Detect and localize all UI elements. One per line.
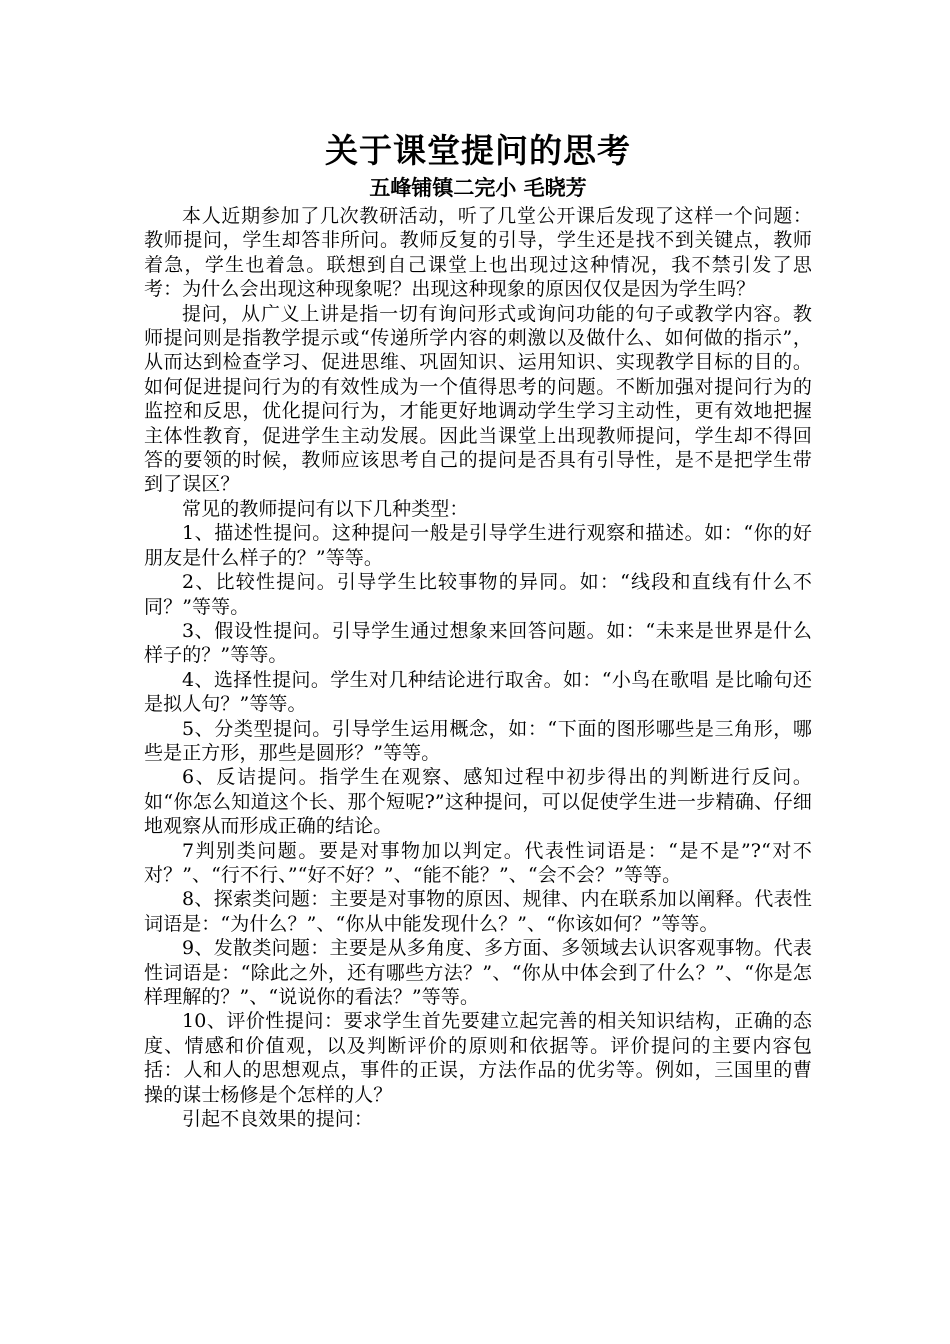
- paragraph-type-4: 4、选择性提问。学生对几种结论进行取舍。如：“小鸟在歌唱 是比喻句还是拟人句？”等等。: [144, 668, 812, 716]
- paragraph-type-3: 3、假设性提问。引导学生通过想象来回答问题。如：“未来是世界是什么样子的？”等等。: [144, 619, 812, 667]
- paragraph-type-7: 7判别类问题。要是对事物加以判定。代表性词语是：“是不是”?“对不对？”、“行不行、”“好不好？”、“能不能？”、“会不会？”等等。: [144, 839, 812, 886]
- paragraph-type-8: 8、探索类问题：主要是对事物的原因、规律、内在联系加以阐释。代表性词语是：“为什么？”、“你从中能发现什么？”、“你该如何？”等等。: [144, 888, 812, 935]
- paragraph-type-1: 1、描述性提问。这种提问一般是引导学生进行观察和描述。如：“你的好朋友是什么样子的？”等等。: [144, 522, 812, 569]
- document-title: 关于课堂提问的思考: [325, 131, 631, 170]
- document-body: [144, 204, 812, 1131]
- paragraph-type-6: 6、反诘提问。指学生在观察、感知过程中初步得出的判断进行反问。如“你怎么知道这个长、那个短呢?”这种提问，可以促使学生进一步精确、仔细地观察从而形成正确的结论。: [144, 766, 812, 838]
- paragraph-type-5: 5、分类型提问。引导学生运用概念，如：“下面的图形哪些是三角形，哪些是正方形，那些是圆形？”等等。: [144, 717, 812, 764]
- paragraph-intro: 本人近期参加了几次教研活动，听了几堂公开课后发现了这样一个问题：教师提问，学生却答非所问。教师反复的引导，学生还是找不到关键点，教师着急，学生也着急。联想到自己课堂上也出现过这种情况，我不禁引发了思考：为什么会出现这种现象呢？出现这种现象的原因仅仅是因为学生吗？: [144, 205, 812, 301]
- paragraph-type-9: 9、发散类问题：主要是从多角度、多方面、多领域去认识客观事物。代表性词语是：“除此之外，还有哪些方法？”、“你从中体会到了什么？”、“你是怎样理解的？”、“说说你的看法？”等等。: [144, 937, 812, 1008]
- paragraph-definition: 提问，从广义上讲是指一切有询问形式或询问功能的句子或教学内容。教师提问则是指教学提示或“传递所学内容的刺激以及做什么、如何做的指示”，从而达到检查学习、促进思维、巩固知识、运用知识、实现教学目标的目的。如何促进提问行为的有效性成为一个值得思考的问题。不断加强对提问行为的监控和反思，优化提问行为，才能更好地调动学生学习主动性，更有效地把握主体性教育，促进学生主动发展。因此当课堂上出现教师提问，学生却不得回答的要领的时候，教师应该思考自己的提问是否具有引导性，是不是把学生带到了误区？: [144, 302, 812, 496]
- paragraph-bad-effects-heading: 引起不良效果的提问：: [182, 1108, 374, 1131]
- paragraph-types-heading: 常见的教师提问有以下几种类型：: [182, 497, 469, 520]
- document-author: 五峰铺镇二完小 毛晓芳: [369, 176, 587, 200]
- document-page: [144, 128, 812, 1131]
- paragraph-type-10: 10、评价性提问：要求学生首先要建立起完善的相关知识结构，正确的态度、情感和价值观，以及判断评价的原则和依据等。评价提问的主要内容包括：人和人的思想观点，事件的正误，方法作品的优劣等。例如，三国里的曹操的谋士杨修是个怎样的人？: [144, 1010, 812, 1106]
- paragraph-type-2: 2、比较性提问。引导学生比较事物的异同。如：“线段和直线有什么不同？”等等。: [144, 571, 812, 618]
